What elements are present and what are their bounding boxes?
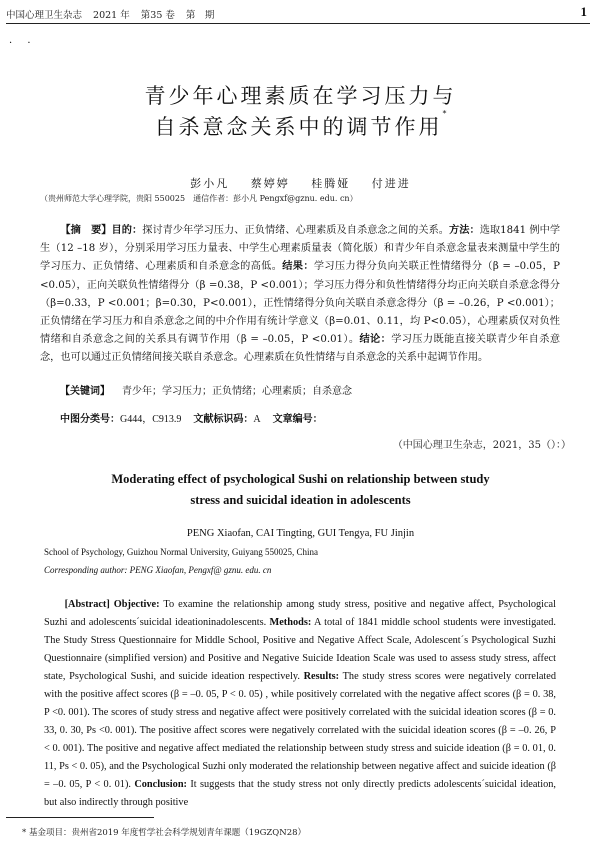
results-cn-label: 结果： (282, 261, 314, 273)
methods-cn-label: 方法： (449, 225, 480, 236)
affiliation-en: School of Psychology, Guizhou Normal University, Guiyang 550025, China (44, 547, 319, 557)
methods-cn-text: 选取1841 例中学生（12 –18 岁），分别采用学习压力量表、中学生心理素质量表（简化版）和青少年自杀意念量表来测量中学生的学习压力、正负情绪、心理素质和自杀意念的高低。 (40, 225, 561, 273)
clc-value: G444，C913.9 (120, 414, 182, 425)
abstract-en (44, 596, 556, 812)
page-number: 1 (580, 4, 587, 19)
title-cn-line2 (0, 111, 601, 141)
authors-cn (0, 175, 601, 191)
classification (60, 410, 329, 425)
journal-issue: 第 期 (185, 10, 215, 21)
footnote-funding: * 基金项目：贵州省2019 年度哲学社会科学规划青年课题（19GZQN28） (22, 828, 307, 838)
running-header (6, 7, 222, 21)
objective-en-text: To examine the relationship among study stress, positive and negative affect, Psychological Suzhi and adolescents´suicidal ideationinadolescents. (44, 599, 556, 628)
authors-en: PENG Xiaofan, CAI Tingting, GUI Tengya, FU Jinjin (186, 528, 415, 539)
results-en-label: Results: (303, 671, 340, 682)
conclusion-cn-text: 学习压力既能直接关联青少年自杀意念，也可以通过正负情绪间接关联自杀意念。心理素质在负性情绪与自杀意念的关系中起调节作用。 (40, 334, 561, 364)
citation-cn: （中国心理卫生杂志，2021，35（）：） (392, 440, 571, 451)
title-cn-line1: 青少年心理素质在学习压力与 (144, 84, 457, 108)
keywords-value: 青少年；学习压力；正负情绪；心理素质；自杀意念 (122, 386, 352, 397)
corresponding-author-en: Corresponding author: PENG Xiaofan, Pengxf@ gznu. edu. cn (44, 565, 272, 575)
journal-year: 2021 年 (93, 10, 130, 21)
author-cn: 桂腾娅 (311, 177, 351, 190)
author-cn: 蔡婷婷 (250, 177, 290, 190)
methods-en-text: A total of 1841 middle school students were investigated. The Study Stress Questionnaire for Middle School, Positive and Negative Affect Scale, Adolescent´s Psychological Suzhi Questionnaire (simplified version) and Positive and Negative Suicide Ideation Scale was used to assess study stress, affect state, Psychological Sushi, and suicide ideation respectively. (44, 617, 556, 682)
objective-en-label: Objective: (113, 599, 160, 610)
author-cn: 付进进 (371, 177, 411, 190)
title-footnote-mark: * (442, 109, 447, 118)
results-en-text: The study stress scores were negatively correlated with the positive affect scores (β = –0. 05, P < 0. 05) , while positively correlated with the negative affect scores (β = 0. 38, P <0. 001). The scores of study stress and negative affect were positively correlated with the suicidal ideation scores (β = 0. 33, 0. 30, Ps <0. 001). The positive affect scores were negatively correlated with the suicidal ideation scores (β = –0. 26, P < 0. 001). The positive and negative affect mediated the relationship between study stress and suicide ideation (β = 0. 01, 0. 11, Ps < 0. 05), and the Psychological Suzhi only moderated the relationship between negative affect and suicide ideation (β = –0. 05, P < 0. 01). (44, 671, 556, 790)
article-no-label: 文章编号： (272, 414, 323, 425)
objective-cn-text: 探讨青少年学习压力、正负情绪、心理素质及自杀意念之间的关系。 (142, 225, 450, 236)
affiliation-cn: （贵州师范大学心理学院，贵阳 550025 通信作者：彭小凡 Pengxf@gznu. edu. cn） (40, 194, 358, 203)
abstract-cn (40, 222, 560, 368)
keywords (60, 382, 352, 397)
doc-code-value: A (253, 414, 261, 425)
title-cn-line2-text: 自杀意念关系中的调节作用 (154, 115, 443, 139)
results-cn-text: 学习压力得分负向关联正性情绪得分（β = –0.05，P <0.05），正向关联负性情绪得分（β =0.38，P <0.001）；学习压力得分和负性情绪得分均正向关联自杀意念得分（β=0.33，P <0.001；β=0.30，P<0.001），正性情绪得分负向关联自杀意念得分（β = –0.26，P <0.001）；正负情绪在学习压力和自杀意念之间的中介作用有统计学意义（β=0.01、0.11，均 P<0.05），心理素质仅对负性情绪和自杀意念之间的关系具有调节作用（β = –0.05，P <0.01）。 (40, 261, 561, 346)
abstract-cn-label: 【摘 要】 (60, 225, 112, 236)
objective-cn-label: 目的： (111, 225, 143, 236)
title-en-line2: stress and suicidal ideation in adolescents (190, 493, 411, 507)
title-en-line1: Moderating effect of psychological Sushi on relationship between study (111, 472, 490, 486)
header-rule (6, 23, 590, 24)
conclusion-en-text: It suggests that the study stress not only directly predicts adolescents´suicidal ideation, but also indirectly through positive (44, 779, 556, 808)
keywords-label: 【关键词】 (60, 386, 110, 397)
conclusion-en-label: Conclusion: (134, 779, 187, 790)
title-en (0, 469, 601, 511)
clc-label: 中图分类号： (60, 414, 120, 425)
journal-volume: 第35 卷 (140, 10, 175, 21)
methods-en-label: Methods: (269, 617, 312, 628)
abstract-en-label: [Abstract] (64, 599, 110, 610)
journal-name: 中国心理卫生杂志 (6, 10, 83, 21)
doc-code-label: 文献标识码： (193, 414, 254, 425)
conclusion-cn-label: 结论： (359, 334, 392, 346)
header-dots: · · (9, 38, 37, 49)
author-cn: 彭小凡 (190, 177, 230, 190)
footnote-rule (6, 817, 154, 818)
